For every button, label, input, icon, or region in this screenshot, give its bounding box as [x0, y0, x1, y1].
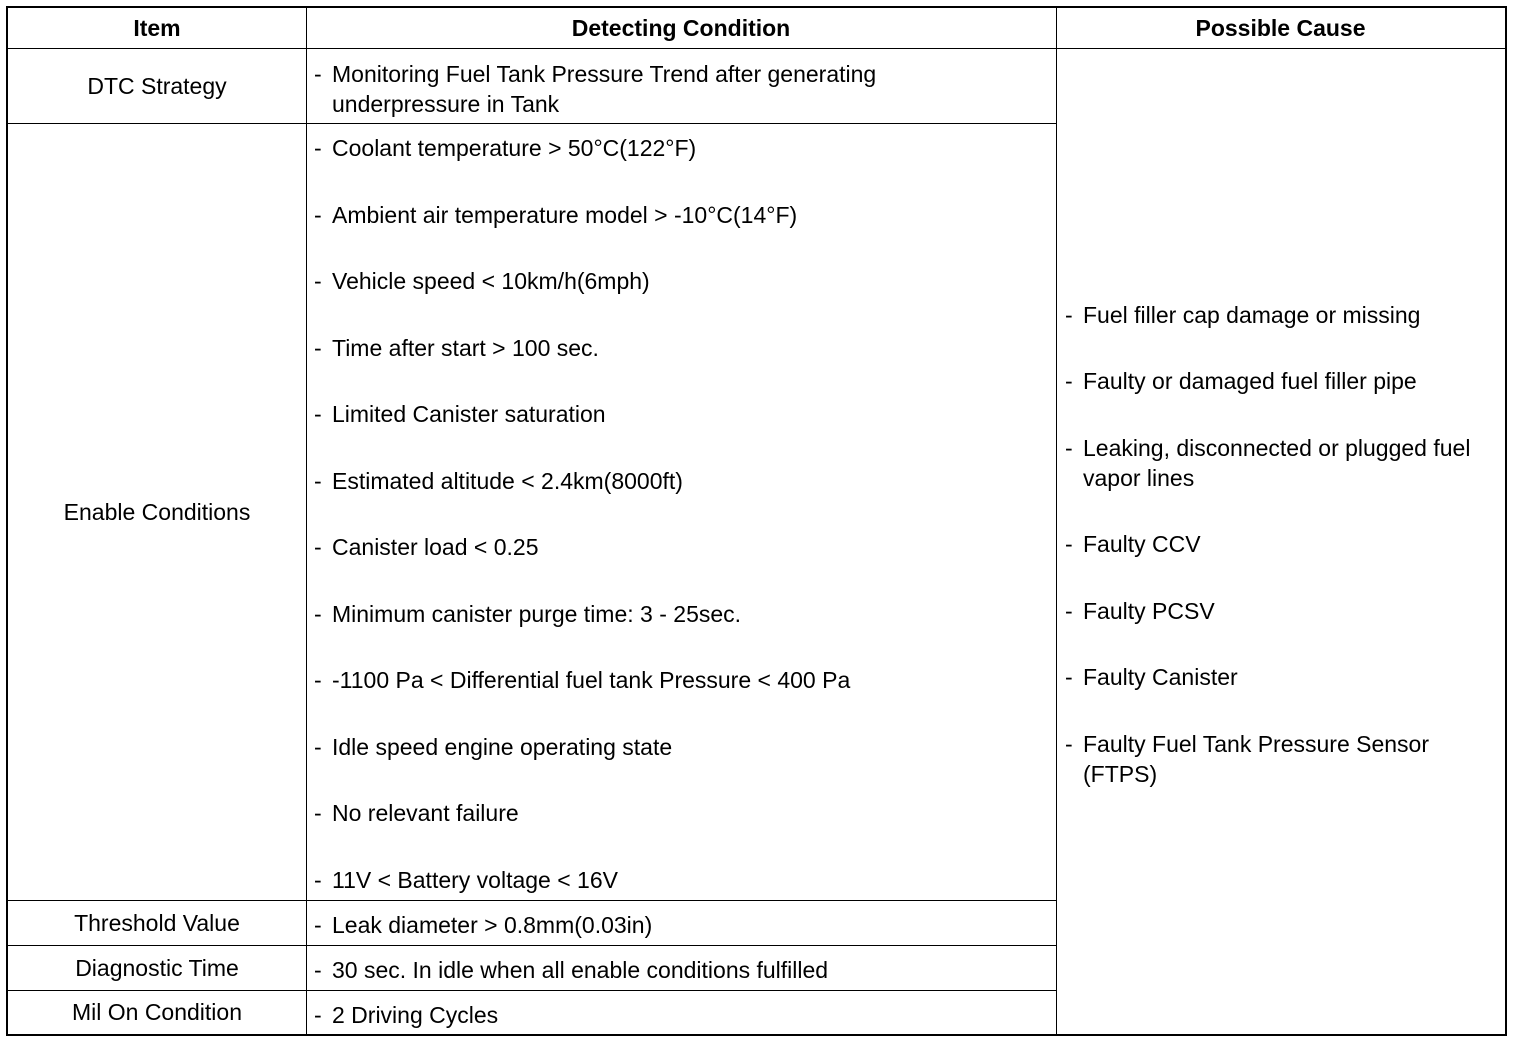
label-enable-conditions: Enable Conditions [63, 498, 251, 525]
condition-enable: - Idle speed engine operating state [314, 732, 1062, 762]
possible-cause: - Faulty Canister [1065, 662, 1503, 692]
header-possible-cause: Possible Cause [1195, 15, 1366, 41]
condition-threshold: - Leak diameter > 0.8mm(0.03in) [314, 910, 1062, 940]
condition-enable: - Canister load < 0.25 [314, 532, 1062, 562]
condition-enable: - -1100 Pa < Differential fuel tank Pressure < 400 Pa [314, 665, 1062, 695]
possible-cause: - Faulty CCV [1065, 529, 1503, 559]
label-diagnostic-time: Diagnostic Time [75, 954, 239, 981]
condition-mil-on: - 2 Driving Cycles [314, 1000, 1062, 1030]
condition-enable: - Vehicle speed < 10km/h(6mph) [314, 266, 1062, 296]
possible-cause: - Faulty Fuel Tank Pressure Sensor (FTPS) [1065, 729, 1493, 789]
possible-cause: - Faulty or damaged fuel filler pipe [1065, 366, 1503, 396]
condition-enable: - Limited Canister saturation [314, 399, 1062, 429]
possible-cause: - Fuel filler cap damage or missing [1065, 300, 1503, 330]
column-divider [306, 8, 307, 1034]
condition-enable: - Minimum canister purge time: 3 - 25sec. [314, 599, 1062, 629]
condition-enable: - Coolant temperature > 50°C(122°F) [314, 133, 1062, 163]
condition-enable: - Time after start > 100 sec. [314, 333, 1062, 363]
condition-enable: - Estimated altitude < 2.4km(8000ft) [314, 466, 1062, 496]
dtc-table [6, 6, 1507, 1036]
condition-enable: - 11V < Battery voltage < 16V [314, 865, 1062, 895]
condition-enable: - Ambient air temperature model > -10°C(14°F) [314, 200, 1062, 230]
condition-enable: - No relevant failure [314, 798, 1062, 828]
possible-cause: - Leaking, disconnected or plugged fuel vapor lines [1065, 433, 1483, 493]
label-threshold-value: Threshold Value [74, 909, 240, 936]
possible-cause: - Faulty PCSV [1065, 596, 1503, 626]
label-mil-on-condition: Mil On Condition [71, 999, 243, 1025]
label-dtc-strategy: DTC Strategy [87, 72, 227, 99]
condition-diagnostic-time: - 30 sec. In idle when all enable conditions fulfilled [314, 955, 1062, 985]
header-detecting-condition: Detecting Condition [571, 15, 791, 41]
header-item: Item [133, 15, 181, 41]
condition-dtc-strategy: - Monitoring Fuel Tank Pressure Trend after generating underpressure in Tank [314, 59, 972, 119]
